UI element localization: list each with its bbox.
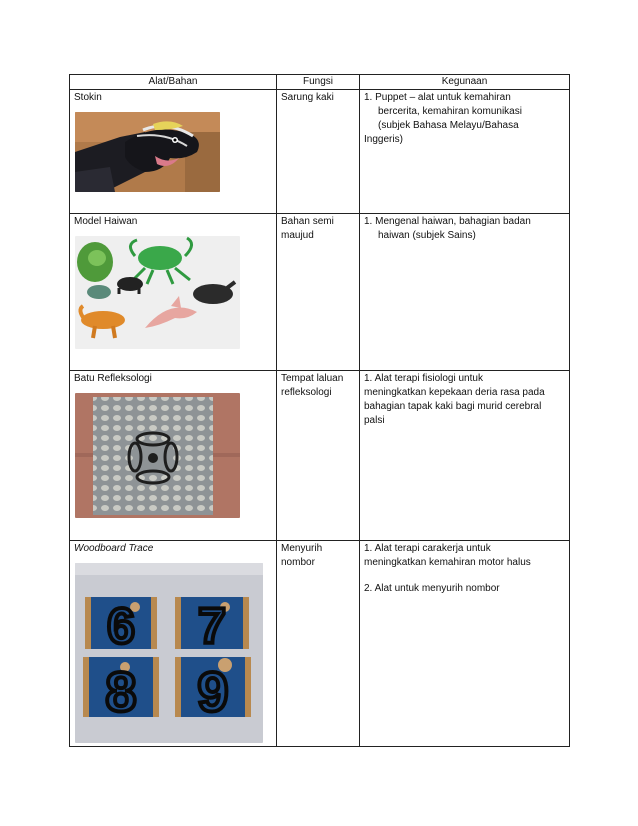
woodboard-trace-photo [75,563,263,743]
function-cell: Sarung kaki [277,90,360,214]
item-name: Model Haiwan [74,216,138,227]
header-fungsi: Fungsi [277,75,360,90]
digit-seven: 7 [198,598,226,654]
use-line: haiwan (subjek Sains) [378,230,476,241]
function-cell [277,541,360,747]
item-cell [70,371,277,541]
table-row [70,371,570,541]
function-line: Bahan semi [281,216,334,227]
use-line: palsi [364,415,385,426]
table-row [70,541,570,747]
use-line: 1. Mengenal haiwan, bahagian badan [364,216,531,227]
function-line: Menyurih [281,543,323,554]
use-line: bercerita, kemahiran komunikasi [378,106,522,117]
use-line: meningkatkan kemahiran motor halus [364,557,531,568]
function-cell [277,371,360,541]
equipment-table [69,74,570,747]
digit-eight: 8 [105,660,137,723]
table-row [70,214,570,371]
function-cell [277,214,360,371]
digit-six: 6 [107,598,135,654]
use-cell [360,214,570,371]
sock-puppet-photo [75,112,220,192]
item-name: Batu Refleksologi [74,373,152,384]
header-kegunaan: Kegunaan [360,75,570,90]
use-line: 1. Puppet – alat untuk kemahiran [364,92,511,103]
item-cell [70,541,277,747]
header-alat-bahan: Alat/Bahan [70,75,277,90]
use-line: 1. Alat terapi fisiologi untuk [364,373,483,384]
item-name: Woodboard Trace [74,543,154,554]
use-cell [360,541,570,747]
function-line: Tempat laluan [281,373,344,384]
use-line: 1. Alat terapi carakerja untuk [364,543,491,554]
item-cell [70,214,277,371]
digit-nine: 9 [197,660,229,723]
use-cell [360,371,570,541]
use-line: 2. Alat untuk menyurih nombor [364,583,500,594]
item-name: Stokin [74,92,102,103]
use-line: Inggeris) [364,134,403,145]
reflexology-stone-photo [75,393,240,518]
use-cell [360,90,570,214]
table-header-row [70,75,570,90]
function-line: maujud [281,230,314,241]
item-cell [70,90,277,214]
table-row [70,90,570,214]
animal-models-photo [75,236,240,349]
use-line: meningkatkan kepekaan deria rasa pada [364,387,545,398]
function-line: nombor [281,557,315,568]
use-line: (subjek Bahasa Melayu/Bahasa [378,120,519,131]
use-line: bahagian tapak kaki bagi murid cerebral [364,401,542,412]
function-line: refleksologi [281,387,332,398]
